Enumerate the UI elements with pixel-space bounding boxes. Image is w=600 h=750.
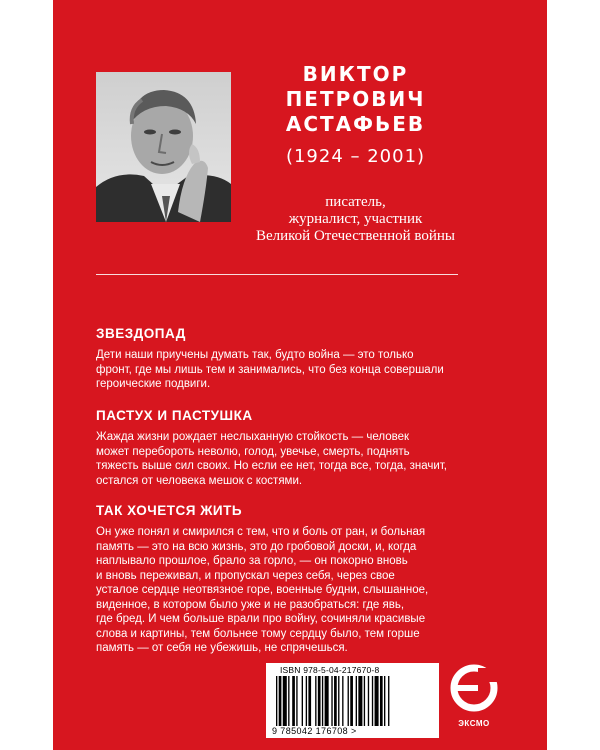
barcode-bar [331,676,332,726]
divider-line [96,274,458,275]
section-text [96,348,471,392]
text-line: где бред. И чем больше врали про войну, сочиняли красивые [96,613,426,625]
barcode-digits: 9 785042 176708 > [272,726,357,736]
barcode-bar [292,676,295,726]
barcode-bar [276,676,277,726]
author-years: (1924 – 2001) [285,146,426,167]
barcode-bar [302,676,303,726]
text-line: виденное, в котором было уже и не разобраться: где явь, [96,598,405,611]
author-info [243,62,468,245]
author-photo [96,72,231,222]
barcode-bar [342,676,343,726]
barcode-bar [325,676,329,726]
text-line: Он уже понял и смирился с тем, что и боль от ран, и больная [96,526,426,538]
publisher-logo [448,664,500,734]
author-surname: АСТАФЬЕВ [285,112,426,136]
barcode-bar [334,676,337,726]
barcode-bar [358,676,362,726]
text-line: тяжесть выше сил своих. Но если ее нет, тогда все, тогда, значит, [96,460,447,472]
author-role-line: писатель, [325,194,386,210]
text-line: остался от человека мешок с костями. [96,474,303,487]
publisher-name: ЭКСМО [458,719,490,728]
barcode-bar [306,676,307,726]
isbn-label: ISBN 978-5-04-217670-8 [280,665,380,675]
text-line: память — это на всю жизнь, это до гробовой доски, и, когда [96,540,417,553]
text-line: усталое сердце неотвязное горе, военные будни, слышанное, [96,584,429,596]
barcode-icon [274,676,432,726]
text-line: фронт, где мы лишь тем и занимались, что без конца совершали [96,363,444,376]
section-text [96,430,471,488]
book-back-cover [53,0,547,750]
section-zvezdopad [96,326,471,392]
barcode-bar [279,676,282,726]
barcode-bar [296,676,297,726]
barcode-bar [356,676,357,726]
barcode-bar [283,676,287,726]
eksmo-logo-icon [448,664,500,719]
barcode-bar [315,676,316,726]
author-patronymic: ПЕТРОВИЧ [285,87,426,111]
barcode-bar [350,676,353,726]
barcode-bar [375,676,379,726]
barcode-bar [348,676,349,726]
section-title: ЗВЕЗДОПАД [96,326,186,341]
author-roles [243,194,468,245]
text-line: и вновь переживал, и пропускал через себя, через свое [96,569,395,582]
barcode-bar [368,676,369,726]
barcode-bar [372,676,373,726]
barcode-bar [318,676,321,726]
text-line: может перебороть неволю, голод, увечье, смерть, поднять [96,445,410,458]
author-role-line: Великой Отечественной войны [255,228,456,244]
section-title: ТАК ХОЧЕТСЯ ЖИТЬ [96,503,243,518]
text-line: Дети наши приучены думать так, будто война — это только [96,349,414,361]
text-line: память — от себя не убежишь, не спрячешься. [96,642,348,654]
barcode-bar [380,676,383,726]
text-line: Жажда жизни рождает неслыханную стойкость — человек [96,431,410,443]
text-line: наплывало прошлое, брало за горло, — он покорно вновь [96,555,408,567]
text-line: слова и картины, тем больнее тому сердцу было, тем горше [96,627,420,640]
barcode-bar [384,676,385,726]
section-tak-khochetsya-zhit [96,503,471,656]
author-first-name: ВИКТОР [302,62,409,86]
barcode-bar [388,676,389,726]
section-text [96,525,471,656]
barcode-bar [308,676,311,726]
barcode-bar [288,676,289,726]
barcode-bar [338,676,339,726]
section-pastukh [96,408,471,488]
author-name [243,62,468,137]
isbn-barcode-box [266,663,439,738]
author-role-line: журналист, участник [288,211,423,227]
section-title: ПАСТУХ И ПАСТУШКА [96,408,253,423]
barcode-bar [364,676,365,726]
text-line: героические подвиги. [96,378,211,390]
barcode-bar [322,676,323,726]
